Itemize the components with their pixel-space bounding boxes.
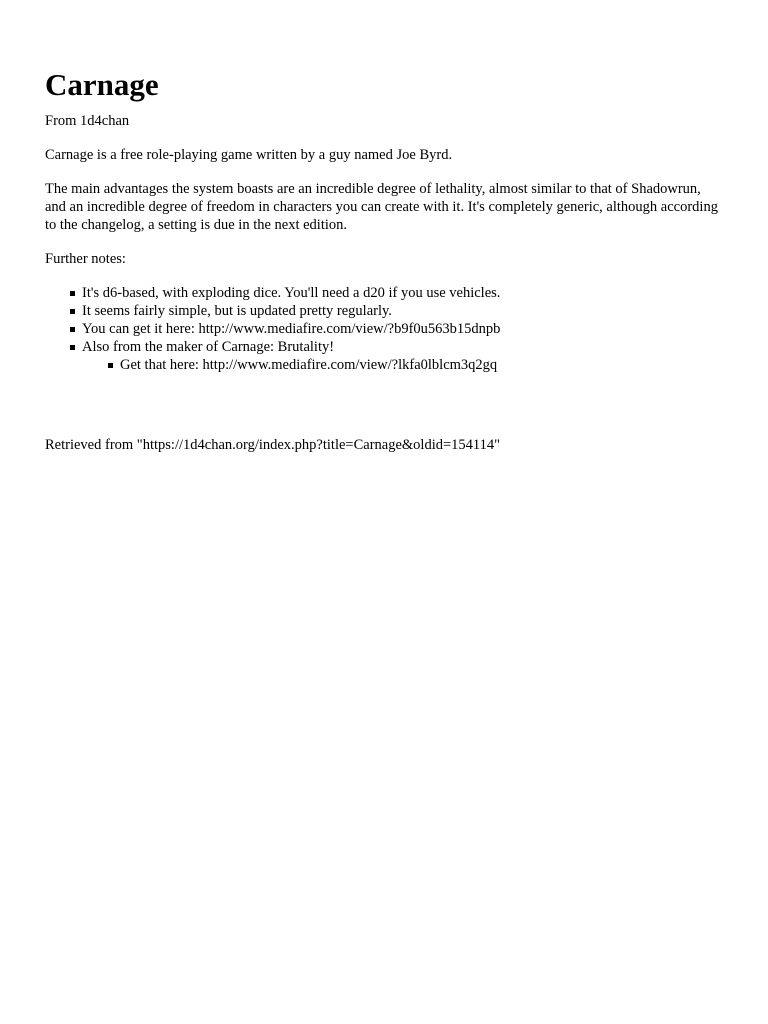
note-text: It's d6-based, with exploding dice. You'll need a d20 if you use vehicles.: [82, 285, 501, 301]
retrieved-from: Retrieved from "https://1d4chan.org/index.php?title=Carnage&oldid=154114": [45, 437, 501, 453]
list-item: [82, 302, 723, 320]
sub-notes-list: [82, 356, 723, 374]
intro-paragraph: Carnage is a free role-playing game written by a guy named Joe Byrd.: [45, 147, 453, 163]
list-item: [82, 320, 723, 338]
notes-list: [45, 284, 723, 374]
list-item: [82, 284, 723, 302]
note-text: It seems fairly simple, but is updated pretty regularly.: [82, 303, 392, 319]
square-bullet-icon: [70, 291, 75, 296]
further-notes-label: Further notes:: [45, 251, 126, 267]
page-title: Carnage: [45, 67, 159, 102]
list-item: [82, 338, 723, 374]
square-bullet-icon: [70, 309, 75, 314]
site-tagline: From 1d4chan: [45, 113, 130, 129]
description-paragraph: The main advantages the system boasts are an incredible degree of lethality, almost similar to that of Shadowrun, and an incredible degree of freedom in characters you can create with it. It's completely generic, although according to the changelog, a setting is due in the next edition.: [45, 181, 718, 233]
square-bullet-icon: [70, 327, 75, 332]
sub-note-text: Get that here: http://www.mediafire.com/view/?lkfa0lblcm3q2gq: [120, 357, 498, 373]
square-bullet-icon: [70, 345, 75, 350]
note-text: You can get it here: http://www.mediafire.com/view/?b9f0u563b15dnpb: [82, 321, 501, 337]
list-item: [120, 356, 723, 374]
square-bullet-icon: [108, 363, 113, 368]
note-text: Also from the maker of Carnage: Brutality!: [82, 339, 335, 355]
